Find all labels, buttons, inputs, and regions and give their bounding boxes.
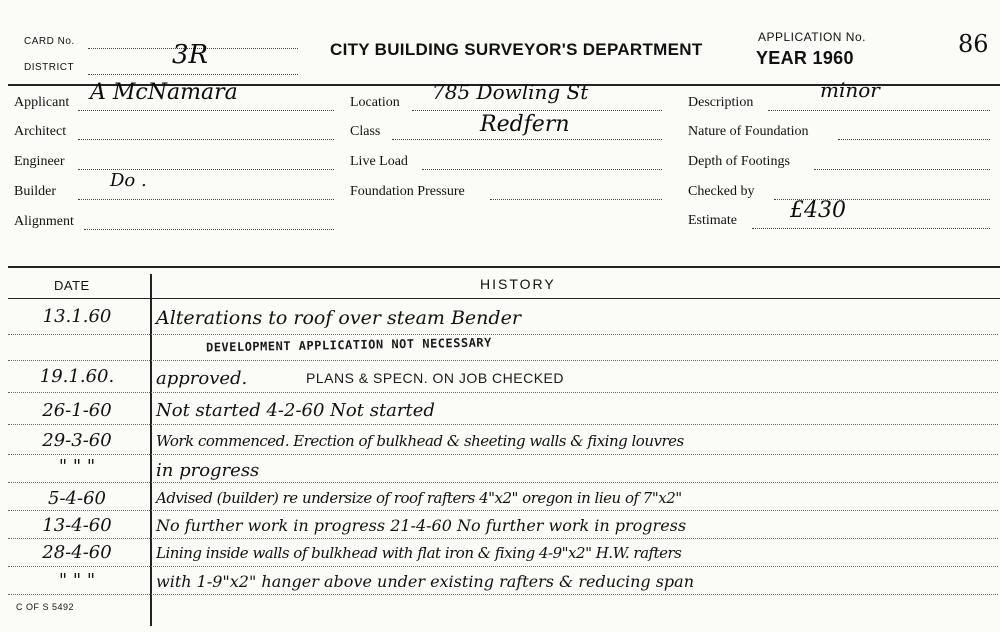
development-stamp: DEVELOPMENT APPLICATION NOT NECESSARY — [205, 335, 492, 355]
row-line — [8, 392, 998, 393]
builder-label: Builder — [14, 184, 56, 199]
description-label: Description — [688, 95, 754, 110]
class-line — [392, 139, 662, 140]
date-header: DATE — [54, 278, 90, 293]
row-line — [8, 482, 998, 483]
description-line — [768, 110, 990, 111]
nature-of-foundation-label: Nature of Foundation — [688, 124, 809, 139]
application-no-value: 86 — [958, 30, 989, 58]
builder-line — [78, 199, 334, 200]
row-line — [8, 594, 998, 595]
applicant-line — [78, 110, 334, 111]
history-row-date: " " " — [58, 456, 96, 477]
history-row-text: Lining inside walls of bulkhead with flat iron & fixing 4-9"x2" H.W. rafters — [156, 544, 682, 562]
builder-value: Do . — [110, 170, 147, 191]
estimate-line — [752, 228, 990, 229]
row-line — [8, 454, 998, 455]
class-value: Redfern — [480, 112, 570, 137]
description-value: minor — [820, 78, 880, 102]
history-row-text: approved. — [156, 368, 248, 389]
plans-checked-stamp: PLANS & SPECN. ON JOB CHECKED — [306, 370, 565, 386]
card-no-label: CARD No. — [24, 36, 75, 47]
location-value: 785 Dowling St — [432, 80, 589, 104]
district-value: 3R — [172, 40, 209, 70]
district-line — [88, 74, 298, 75]
history-row-date: 13.1.60 — [42, 306, 112, 327]
district-label: DISTRICT — [24, 62, 75, 73]
live-load-label: Live Load — [350, 154, 408, 169]
live-load-line — [422, 169, 662, 170]
row-line — [8, 360, 998, 361]
architect-line — [78, 139, 334, 140]
history-row-date: 5-4-60 — [48, 488, 106, 509]
history-row-date: 28-4-60 — [42, 542, 112, 563]
applicant-value: A McNamara — [90, 80, 238, 105]
row-line — [8, 424, 998, 425]
year-label: YEAR 1960 — [756, 48, 854, 68]
department-title: CITY BUILDING SURVEYOR'S DEPARTMENT — [330, 40, 703, 59]
form-code: C OF S 5492 — [16, 602, 75, 612]
row-line — [8, 566, 998, 567]
history-row-date: " " " — [58, 570, 96, 591]
alignment-label: Alignment — [14, 214, 74, 229]
history-header: HISTORY — [480, 276, 556, 292]
location-label: Location — [350, 95, 400, 110]
history-row-text: Advised (builder) re undersize of roof rafters 4"x2" oregon in lieu of 7"x2" — [156, 489, 682, 507]
checked-by-label: Checked by — [688, 184, 755, 199]
history-top-rule — [8, 266, 1000, 268]
history-row-date: 29-3-60 — [42, 430, 112, 451]
depth-of-footings-line — [814, 169, 990, 170]
engineer-label: Engineer — [14, 154, 65, 169]
row-line — [8, 334, 998, 335]
class-label: Class — [350, 124, 381, 139]
history-row-text: Work commenced. Erection of bulkhead & sheeting walls & fixing louvres — [156, 432, 684, 450]
date-column-divider — [150, 274, 152, 626]
application-no-label: APPLICATION No. — [758, 30, 866, 44]
history-row-text: with 1-9"x2" hanger above under existing rafters & reducing span — [156, 572, 695, 591]
architect-label: Architect — [14, 124, 67, 139]
foundation-pressure-label: Foundation Pressure — [350, 184, 465, 199]
history-row-date: 13-4-60 — [42, 515, 112, 536]
history-row-text: in progress — [156, 460, 260, 481]
history-row-text: Not started 4-2-60 Not started — [156, 400, 435, 421]
alignment-line — [84, 229, 334, 230]
estimate-value: £430 — [790, 198, 846, 223]
row-line — [8, 510, 998, 511]
location-line — [412, 110, 662, 111]
history-row-date: 19.1.60. — [39, 366, 115, 387]
history-row-text: Alterations to roof over steam Bender — [156, 307, 521, 329]
row-line — [8, 538, 998, 539]
history-row-text: No further work in progress 21-4-60 No further work in progress — [156, 516, 687, 535]
foundation-pressure-line — [490, 199, 662, 200]
applicant-label: Applicant — [14, 95, 70, 110]
nature-of-foundation-line — [838, 139, 990, 140]
estimate-label: Estimate — [688, 213, 737, 228]
depth-of-footings-label: Depth of Footings — [688, 154, 790, 169]
history-row-date: 26-1-60 — [42, 400, 112, 421]
history-header-rule — [8, 298, 1000, 299]
